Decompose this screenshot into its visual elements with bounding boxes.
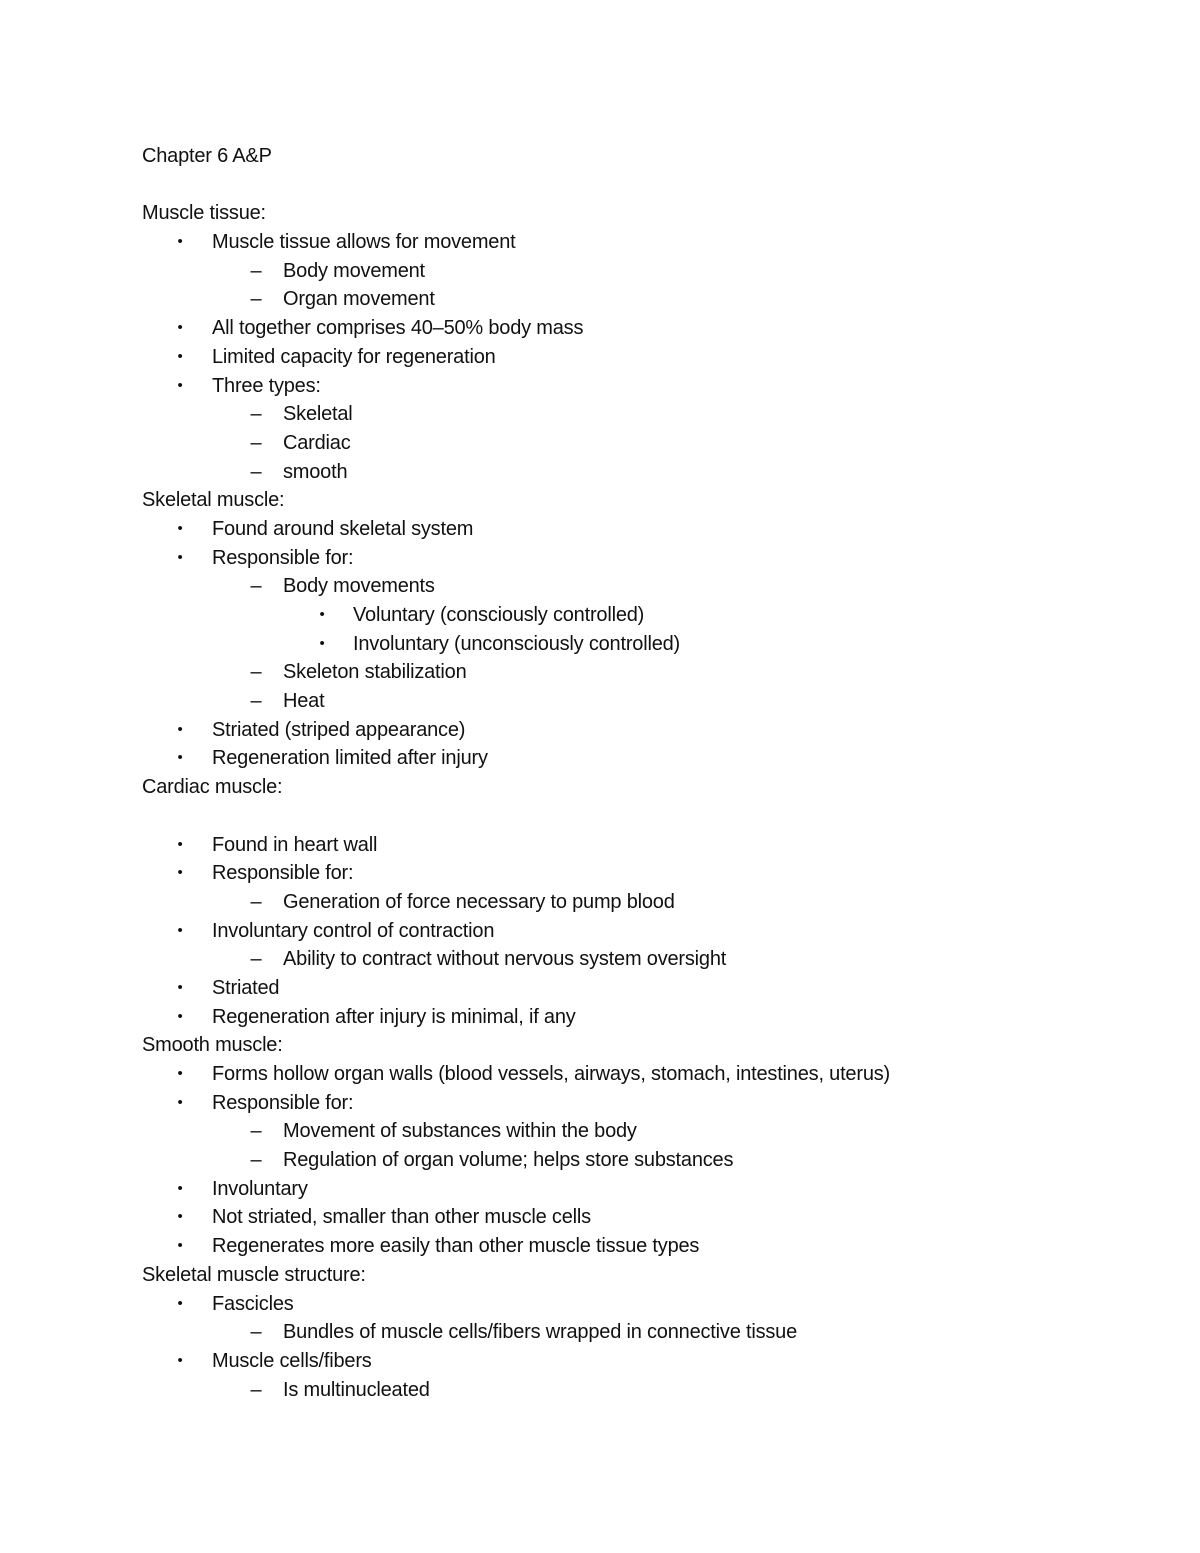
list-item-level-1 xyxy=(142,544,1122,573)
list-item-text: Not striated, smaller than other muscle cells xyxy=(212,1206,591,1229)
list-item-level-2 xyxy=(142,429,1122,458)
dash-marker: – xyxy=(250,661,262,684)
list-item-level-2 xyxy=(142,888,1122,917)
document-page xyxy=(142,142,1122,1404)
list-item-level-2 xyxy=(142,1117,1122,1146)
bullet-marker: • xyxy=(177,1294,183,1312)
list-item-text: Ability to contract without nervous system oversight xyxy=(283,948,727,971)
list-item-text: Regenerates more easily than other muscle tissue types xyxy=(212,1235,700,1258)
list-item-level-2 xyxy=(142,1376,1122,1405)
list-item-text: Cardiac xyxy=(283,431,351,454)
dash-marker: – xyxy=(250,690,262,713)
list-item-level-1 xyxy=(142,314,1122,343)
list-item-level-1 xyxy=(142,228,1122,257)
bullet-marker: • xyxy=(177,749,183,767)
list-item-level-2 xyxy=(142,687,1122,716)
section-heading-text: Skeletal muscle: xyxy=(142,489,285,512)
list-item-text: Regeneration limited after injury xyxy=(212,747,488,770)
list-item-text: Body movements xyxy=(283,575,435,598)
list-item-level-2 xyxy=(142,1146,1122,1175)
list-item-level-1 xyxy=(142,859,1122,888)
list-item-text: Muscle cells/fibers xyxy=(212,1349,372,1372)
list-item-level-1 xyxy=(142,1060,1122,1089)
bullet-marker: • xyxy=(319,606,325,623)
section-heading-text: Skeletal muscle structure: xyxy=(142,1263,366,1286)
list-item-level-1 xyxy=(142,1003,1122,1032)
bullet-marker: • xyxy=(177,376,183,394)
list-item-level-2 xyxy=(142,572,1122,601)
list-item-text: Skeleton stabilization xyxy=(283,661,467,684)
dash-marker: – xyxy=(250,890,262,913)
list-item-level-1 xyxy=(142,716,1122,745)
list-item-level-1 xyxy=(142,515,1122,544)
dash-marker: – xyxy=(250,460,262,483)
section-heading xyxy=(142,486,1122,515)
list-item-text: Striated xyxy=(212,976,280,999)
bullet-marker: • xyxy=(177,1208,183,1226)
list-item-text: Regeneration after injury is minimal, if any xyxy=(212,1005,576,1028)
list-item-level-2 xyxy=(142,945,1122,974)
dash-marker: – xyxy=(250,575,262,598)
section-heading xyxy=(142,199,1122,228)
list-item-level-2 xyxy=(142,658,1122,687)
bullet-marker: • xyxy=(177,519,183,537)
list-item-text: Muscle tissue allows for movement xyxy=(212,231,516,254)
list-item-level-1 xyxy=(142,1232,1122,1261)
list-item-text: Generation of force necessary to pump blood xyxy=(283,890,675,913)
document-title xyxy=(142,142,1122,171)
list-item-level-2 xyxy=(142,257,1122,286)
list-item-level-2 xyxy=(142,400,1122,429)
list-item-text: Heat xyxy=(283,690,325,713)
bullet-marker: • xyxy=(177,1065,183,1082)
list-item-level-3 xyxy=(142,601,1122,630)
list-item-text: Organ movement xyxy=(283,288,435,311)
bullet-marker: • xyxy=(177,1179,183,1197)
list-item-level-1 xyxy=(142,1089,1122,1118)
dash-marker: – xyxy=(250,403,262,426)
dash-marker: – xyxy=(250,259,262,282)
bullet-marker: • xyxy=(177,1007,183,1025)
dash-marker: – xyxy=(250,1120,262,1143)
list-item-level-1 xyxy=(142,1347,1122,1376)
list-item-text: Bundles of muscle cells/fibers wrapped in connective tissue xyxy=(283,1321,798,1344)
dash-marker: – xyxy=(250,431,262,454)
section-heading xyxy=(142,1261,1122,1290)
list-item-text: Body movement xyxy=(283,259,425,282)
list-item-level-2 xyxy=(142,1318,1122,1347)
bullet-marker: • xyxy=(177,835,183,853)
dash-marker: – xyxy=(250,288,262,311)
list-item-level-1 xyxy=(142,343,1122,372)
bullet-marker: • xyxy=(177,1237,183,1255)
list-item-text: Voluntary (consciously controlled) xyxy=(353,604,645,626)
bullet-marker: • xyxy=(177,921,183,939)
list-item-text: Responsible for: xyxy=(212,862,354,885)
section-heading xyxy=(142,773,1122,802)
list-item-level-2 xyxy=(142,458,1122,487)
list-item-text: Responsible for: xyxy=(212,1091,354,1114)
list-item-text: Found around skeletal system xyxy=(212,517,474,540)
list-item-level-1 xyxy=(142,974,1122,1003)
list-item-text: Limited capacity for regeneration xyxy=(212,345,496,368)
document-title-text: Chapter 6 A&P xyxy=(142,145,272,167)
list-item-text: All together comprises 40–50% body mass xyxy=(212,317,584,340)
bullet-marker: • xyxy=(177,864,183,882)
section-heading-text: Smooth muscle: xyxy=(142,1034,283,1057)
list-item-level-1 xyxy=(142,744,1122,773)
section-heading-text: Muscle tissue: xyxy=(142,202,266,225)
list-item-level-1 xyxy=(142,372,1122,401)
bullet-marker: • xyxy=(177,978,183,996)
list-item-text: Involuntary control of contraction xyxy=(212,919,495,942)
list-item-text: Striated (striped appearance) xyxy=(212,718,466,741)
list-item-text: Skeletal xyxy=(283,403,353,426)
bullet-marker: • xyxy=(319,634,325,652)
list-item-text: Three types: xyxy=(212,374,321,397)
list-item-level-1 xyxy=(142,1203,1122,1232)
bullet-marker: • xyxy=(177,233,183,251)
list-item-text: smooth xyxy=(283,460,348,483)
list-item-text: Involuntary (unconsciously controlled) xyxy=(353,632,681,655)
list-item-text: Forms hollow organ walls (blood vessels, airways, stomach, intestines, uterus) xyxy=(212,1063,891,1085)
section-heading xyxy=(142,1031,1122,1060)
bullet-marker: • xyxy=(177,548,183,566)
dash-marker: – xyxy=(250,1149,262,1172)
bullet-marker: • xyxy=(177,1351,183,1369)
list-item-level-2 xyxy=(142,285,1122,314)
dash-marker: – xyxy=(250,1378,262,1401)
list-item-level-1 xyxy=(142,917,1122,946)
list-item-text: Found in heart wall xyxy=(212,833,378,856)
list-item-text: Fascicles xyxy=(212,1292,294,1315)
notes-list xyxy=(142,199,1122,1404)
list-item-text: Movement of substances within the body xyxy=(283,1120,637,1143)
list-item-text: Involuntary xyxy=(212,1177,308,1200)
list-item-level-3 xyxy=(142,630,1122,659)
bullet-marker: • xyxy=(177,1093,183,1111)
list-item-text: Responsible for: xyxy=(212,546,354,569)
list-item-level-1 xyxy=(142,831,1122,860)
bullet-marker: • xyxy=(177,319,183,337)
dash-marker: – xyxy=(250,1321,262,1344)
bullet-marker: • xyxy=(177,720,183,738)
list-item-level-1 xyxy=(142,1290,1122,1319)
list-item-text: Regulation of organ volume; helps store substances xyxy=(283,1149,734,1172)
list-item-level-1 xyxy=(142,1175,1122,1204)
bullet-marker: • xyxy=(177,347,183,365)
section-heading-text: Cardiac muscle: xyxy=(142,776,283,799)
list-item-text: Is multinucleated xyxy=(283,1378,430,1401)
dash-marker: – xyxy=(250,948,262,971)
